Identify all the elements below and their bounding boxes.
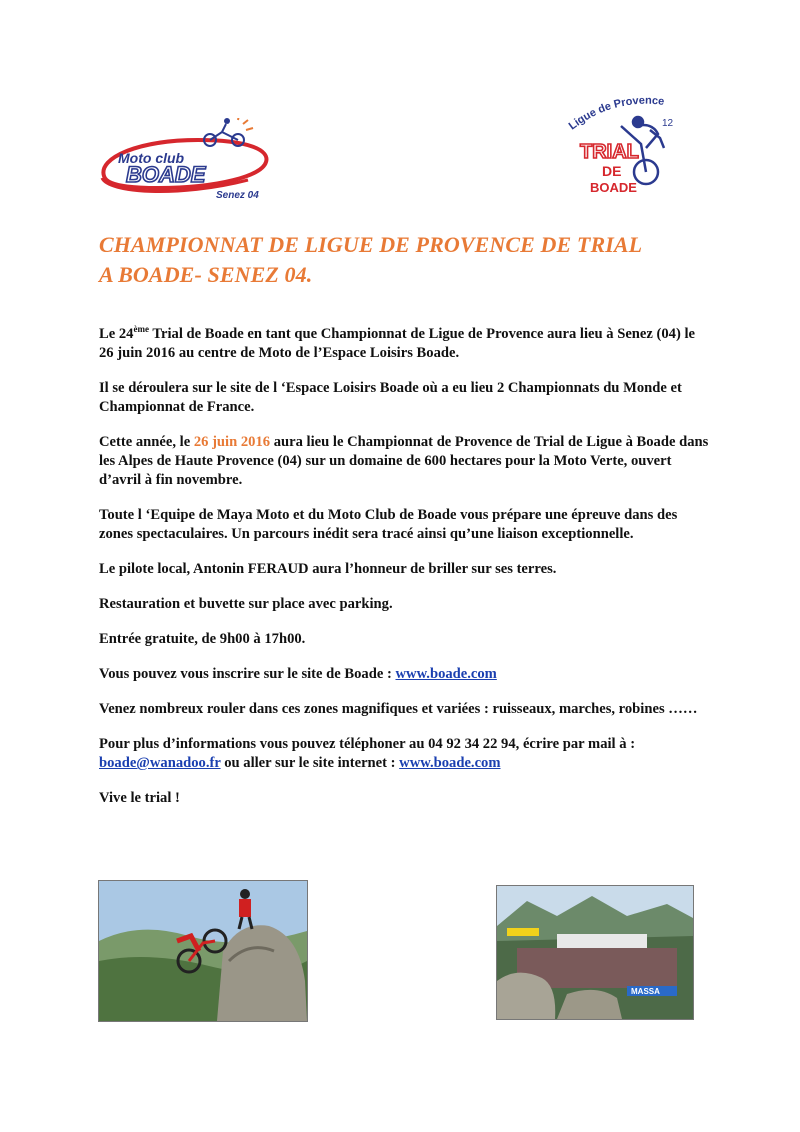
sun-icon — [238, 118, 253, 130]
date-text-a: Cette année, le — [99, 434, 194, 450]
paragraph-zones: Venez nombreux rouler dans ces zones magnifiques et variées : ruisseaux, marches, robines …… — [99, 701, 698, 717]
photo-event-crowd — [496, 885, 694, 1020]
logo-senez-text: Senez 04 — [216, 190, 259, 201]
event-date: 26 juin 2016 — [193, 434, 271, 450]
ordinal-superscript: ème — [133, 324, 149, 335]
register-website-link[interactable]: www.boade.com — [395, 666, 497, 682]
email-link[interactable]: boade@wanadoo.fr — [99, 755, 221, 771]
moto-club-boade-logo — [98, 118, 273, 203]
register-text: Vous pouvez vous inscrire sur le site de Boade : — [99, 666, 396, 682]
logo-boade-text: BOADE — [126, 162, 206, 187]
paragraph-catering: Restauration et buvette sur place avec parking. — [99, 596, 393, 612]
intro-text-a: Le 24 — [99, 326, 134, 342]
massa-banner-text: MASSA — [631, 987, 660, 996]
logo-moto-club-text: Moto club — [118, 150, 185, 166]
contact-text-a: Pour plus d’informations vous pouvez téléphoner au 04 92 34 22 94, écrire par mail à : — [99, 736, 636, 752]
paragraph-pilot: Le pilote local, Antonin FERAUD aura l’honneur de briller sur ses terres. — [99, 561, 557, 577]
paragraph-entry: Entrée gratuite, de 9h00 à 17h00. — [99, 631, 306, 647]
paragraph-contact — [99, 735, 709, 773]
photo-rider-on-rock — [98, 880, 308, 1022]
logo-number-text: 12 — [662, 118, 674, 129]
trial-de-boade-logo — [566, 86, 676, 196]
logo-ligue-text: Ligue de Provence — [566, 94, 665, 133]
intro-text-b: Trial de Boade en tant que Championnat de Ligue de Provence aura lieu à Senez (04) le 26 juin 2016 au centre de Moto de l’Espace Loisirs Boade. — [99, 326, 696, 361]
document-title — [99, 230, 739, 290]
paragraph-closing: Vive le trial ! — [99, 790, 180, 806]
document-body — [99, 325, 709, 824]
date-text-b: aura lieu le Championnat de Provence de Trial de Ligue à Boade dans les Alpes de Haute Provence (04) sur un domaine de 600 hectares pour la Moto Verte, ouvert d’avril à fin novembre. — [99, 434, 709, 488]
paragraph-intro — [99, 325, 709, 363]
logo-trial-text: TRIAL — [580, 141, 639, 163]
paragraph-team: Toute l ‘Equipe de Maya Moto et du Moto Club de Boade vous prépare une épreuve dans des zones spectaculaires. Un parcours inédit sera tracé ainsi qu’une liaison exceptionnelle. — [99, 507, 678, 542]
title-line-2: A BOADE- SENEZ 04. — [99, 262, 313, 287]
paragraph-date — [99, 433, 709, 490]
paragraph-register — [99, 665, 709, 684]
contact-website-link[interactable]: www.boade.com — [399, 755, 501, 771]
title-line-1: CHAMPIONNAT DE LIGUE DE PROVENCE DE TRIAL — [99, 232, 643, 257]
contact-text-b: ou aller sur le site internet : — [220, 755, 400, 771]
paragraph-venue: Il se déroulera sur le site de l ‘Espace Loisirs Boade où a eu lieu 2 Championnats du Monde et Championnat de France. — [99, 380, 682, 415]
logo-boade-right-text: BOADE — [590, 180, 637, 195]
logo-de-text: DE — [602, 163, 622, 179]
